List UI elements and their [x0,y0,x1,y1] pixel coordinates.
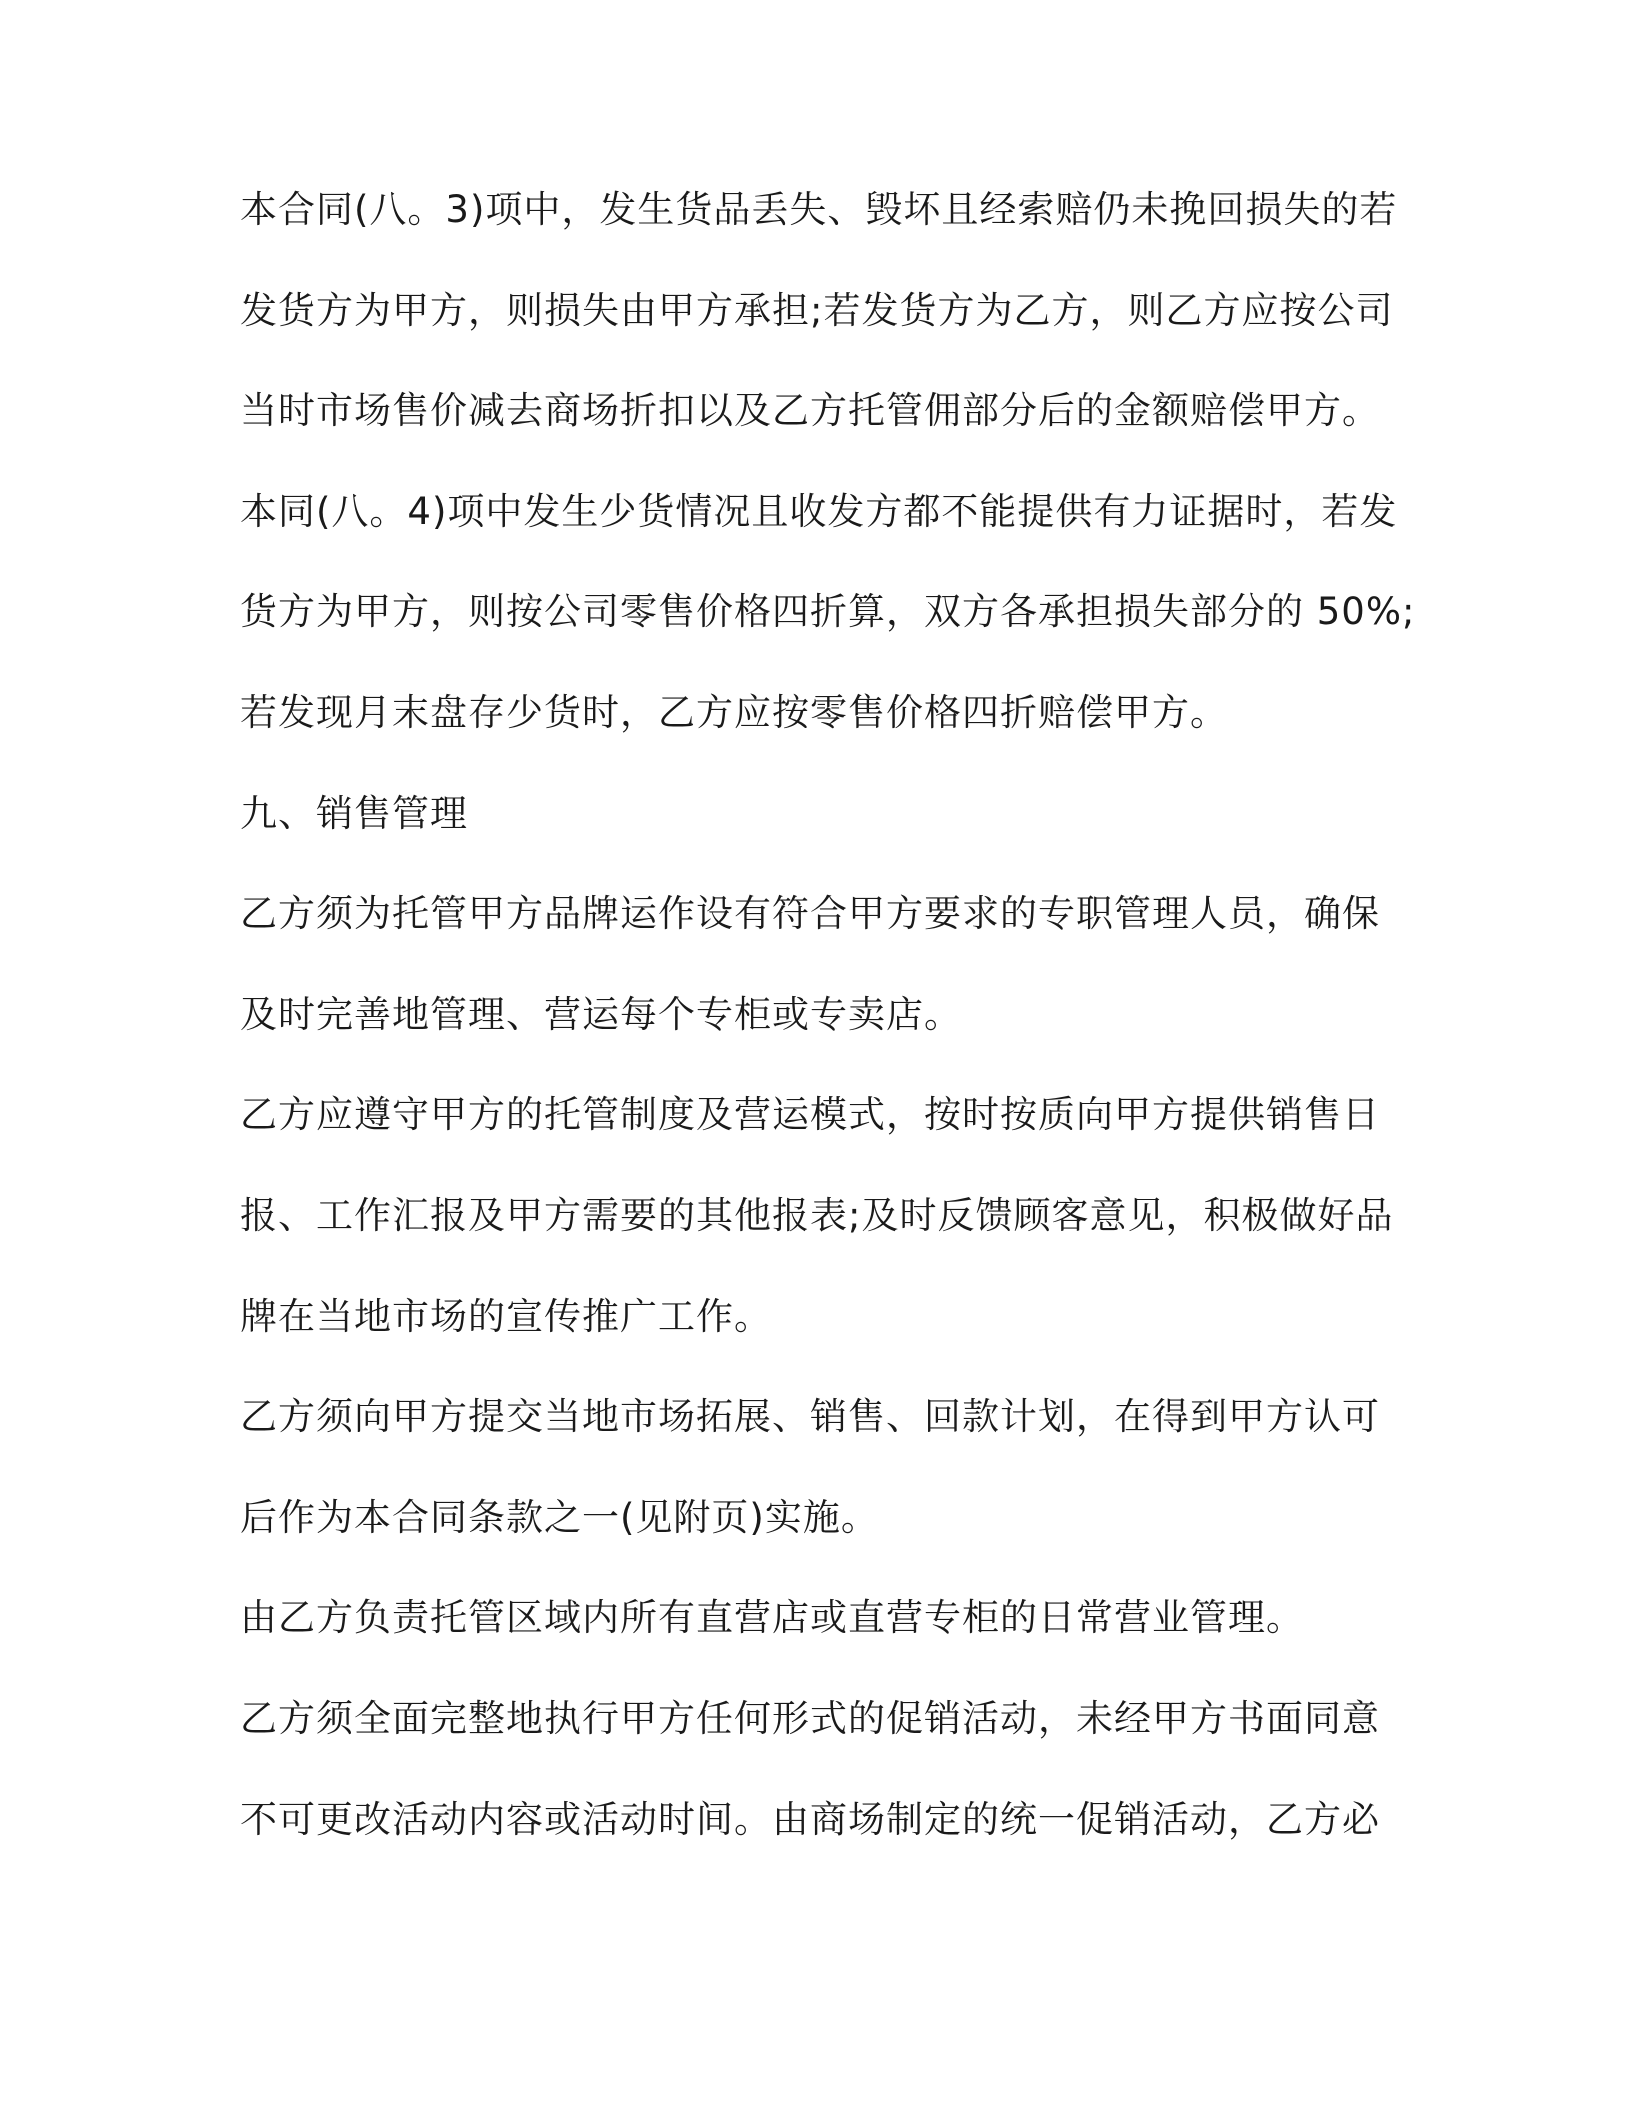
text-line: 本同(八。4)项中发生少货情况且收发方都不能提供有力证据时，若发 [240,489,1398,533]
text-line: 若发现月末盘存少货时，乙方应按零售价格四折赔偿甲方。 [240,690,1228,734]
contract-body-text [240,180,1416,1890]
text-line: 乙方应遵守甲方的托管制度及营运模式，按时按质向甲方提供销售日 [240,1093,1380,1137]
text-line: 报、工作汇报及甲方需要的其他报表;及时反馈顾客意见，积极做好品 [240,1193,1394,1237]
text-line: 乙方须为托管甲方品牌运作设有符合甲方要求的专职管理人员，确保 [240,892,1380,936]
section-heading: 九、销售管理 [240,791,468,835]
text-line: 本合同(八。3)项中，发生货品丢失、毁坏且经索赔仍未挽回损失的若 [240,188,1398,231]
text-line: 牌在当地市场的宣传推广工作。 [240,1294,772,1338]
text-line: 乙方须全面完整地执行甲方任何形式的促销活动，未经甲方书面同意 [240,1696,1380,1740]
text-line: 由乙方负责托管区域内所有直营店或直营专柜的日常营业管理。 [240,1596,1304,1640]
text-line: 不可更改活动内容或活动时间。由商场制定的统一促销活动，乙方必 [240,1797,1380,1841]
text-line: 及时完善地管理、营运每个专柜或专卖店。 [240,992,962,1036]
text-line: 货方为甲方，则按公司零售价格四折算，双方各承担损失部分的 50%; [240,590,1416,634]
text-line: 后作为本合同条款之一(见附页)实施。 [240,1495,879,1539]
text-line: 发货方为甲方，则损失由甲方承担;若发货方为乙方，则乙方应按公司 [240,288,1394,332]
text-line: 乙方须向甲方提交当地市场拓展、销售、回款计划，在得到甲方认可 [240,1395,1380,1439]
text-line: 当时市场售价减去商场折扣以及乙方托管佣部分后的金额赔偿甲方。 [240,389,1380,433]
